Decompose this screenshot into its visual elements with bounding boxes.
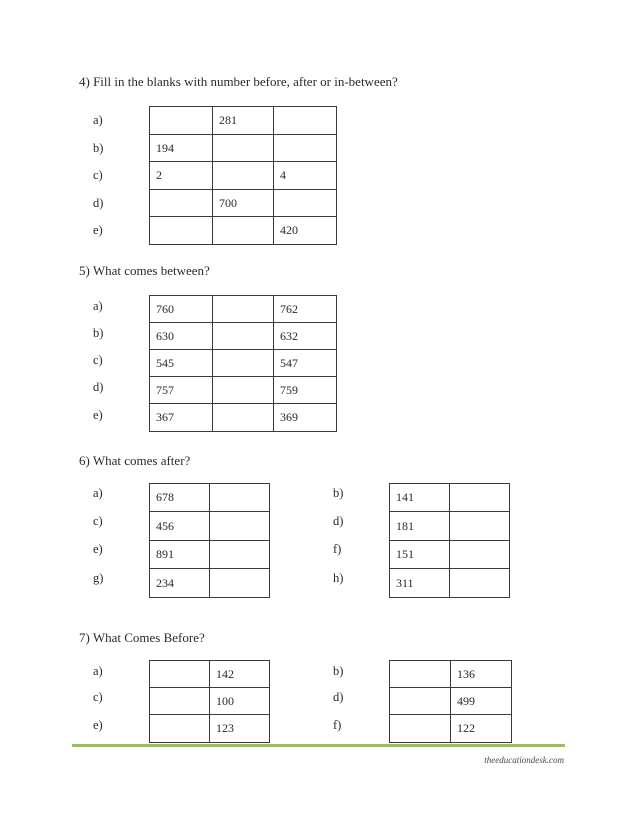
q6-cell[interactable]	[210, 512, 270, 541]
q4-row-label: e)	[93, 223, 103, 237]
q6-row-label: g)	[93, 571, 104, 585]
q4-row-label: b)	[93, 141, 104, 155]
q7-cell[interactable]: 499	[451, 688, 512, 715]
q4-cell[interactable]: 194	[150, 135, 213, 162]
q5-cell[interactable]: 757	[150, 377, 213, 404]
q7-cell[interactable]: 122	[451, 715, 512, 743]
q7-row-label: e)	[93, 718, 103, 732]
q6-cell[interactable]	[450, 512, 510, 541]
q7-row-label: b)	[333, 664, 344, 678]
q4-cell[interactable]	[213, 162, 274, 190]
q6-cell[interactable]	[210, 541, 270, 569]
q4-cell[interactable]	[274, 135, 337, 162]
q4-row-label: d)	[93, 196, 104, 210]
footer-rule	[72, 744, 565, 747]
q4-cell[interactable]	[150, 107, 213, 135]
q5-row-label: c)	[93, 353, 103, 367]
q7-cell[interactable]	[390, 688, 451, 715]
q5-row-label: b)	[93, 326, 104, 340]
q4-cell[interactable]: 420	[274, 217, 337, 245]
q6-left-table	[149, 483, 270, 598]
q7-row-label: f)	[333, 718, 342, 732]
q7-cell[interactable]	[390, 715, 451, 743]
q5-row-label: d)	[93, 380, 104, 394]
q5-row-label: a)	[93, 299, 103, 313]
q6-cell[interactable]	[210, 569, 270, 598]
q4-cell[interactable]	[213, 217, 274, 245]
q4-cell[interactable]	[213, 135, 274, 162]
question-6-title: 6) What comes after?	[79, 453, 191, 468]
question-4-title: 4) Fill in the blanks with number before, after or in-between?	[79, 74, 398, 89]
footer-site: theeducationdesk.com	[484, 755, 564, 765]
q6-cell[interactable]: 678	[150, 484, 210, 512]
q4-table	[149, 106, 337, 245]
q5-cell[interactable]	[213, 296, 274, 323]
q7-cell[interactable]: 136	[451, 661, 512, 688]
q4-cell[interactable]: 4	[274, 162, 337, 190]
q5-cell[interactable]	[213, 377, 274, 404]
question-7-title: 7) What Comes Before?	[79, 630, 205, 645]
q6-cell[interactable]: 151	[390, 541, 450, 569]
q6-cell[interactable]: 234	[150, 569, 210, 598]
q7-cell[interactable]	[150, 715, 210, 743]
q6-cell[interactable]: 181	[390, 512, 450, 541]
q6-cell[interactable]: 456	[150, 512, 210, 541]
q5-row-label: e)	[93, 408, 103, 422]
q6-cell[interactable]: 311	[390, 569, 450, 598]
q5-cell[interactable]: 760	[150, 296, 213, 323]
q4-cell[interactable]: 281	[213, 107, 274, 135]
q4-cell[interactable]	[150, 190, 213, 217]
q4-row-label: a)	[93, 113, 103, 127]
q5-cell[interactable]: 547	[274, 350, 337, 377]
q7-cell[interactable]: 123	[210, 715, 270, 743]
q6-right-table	[389, 483, 510, 598]
q6-row-label: d)	[333, 514, 344, 528]
q5-cell[interactable]: 630	[150, 323, 213, 350]
q6-cell[interactable]	[450, 541, 510, 569]
q5-cell[interactable]: 545	[150, 350, 213, 377]
q6-row-label: h)	[333, 571, 344, 585]
q7-row-label: c)	[93, 690, 103, 704]
q4-cell[interactable]	[274, 107, 337, 135]
q6-row-label: c)	[93, 514, 103, 528]
q6-row-label: b)	[333, 486, 344, 500]
q5-cell[interactable]: 762	[274, 296, 337, 323]
q7-cell[interactable]: 100	[210, 688, 270, 715]
q6-row-label: a)	[93, 486, 103, 500]
question-5-title: 5) What comes between?	[79, 263, 210, 278]
q5-cell[interactable]: 369	[274, 404, 337, 432]
q6-cell[interactable]	[450, 569, 510, 598]
q6-row-label: e)	[93, 542, 103, 556]
q4-cell[interactable]	[274, 190, 337, 217]
q5-cell[interactable]: 759	[274, 377, 337, 404]
q4-cell[interactable]	[150, 217, 213, 245]
q5-cell[interactable]	[213, 404, 274, 432]
q7-cell[interactable]	[390, 661, 451, 688]
q7-cell[interactable]: 142	[210, 661, 270, 688]
q6-cell[interactable]: 891	[150, 541, 210, 569]
q4-cell[interactable]: 2	[150, 162, 213, 190]
q6-row-label: f)	[333, 542, 342, 556]
q5-cell[interactable]: 632	[274, 323, 337, 350]
q7-cell[interactable]	[150, 661, 210, 688]
q6-cell[interactable]	[450, 484, 510, 512]
q7-row-label: a)	[93, 664, 103, 678]
q5-cell[interactable]: 367	[150, 404, 213, 432]
q6-cell[interactable]: 141	[390, 484, 450, 512]
q7-right-table	[389, 660, 512, 743]
q7-row-label: d)	[333, 690, 344, 704]
q4-cell[interactable]: 700	[213, 190, 274, 217]
q4-row-label: c)	[93, 168, 103, 182]
q6-cell[interactable]	[210, 484, 270, 512]
q5-table	[149, 295, 337, 432]
q7-cell[interactable]	[150, 688, 210, 715]
q5-cell[interactable]	[213, 323, 274, 350]
q5-cell[interactable]	[213, 350, 274, 377]
q7-left-table	[149, 660, 270, 743]
